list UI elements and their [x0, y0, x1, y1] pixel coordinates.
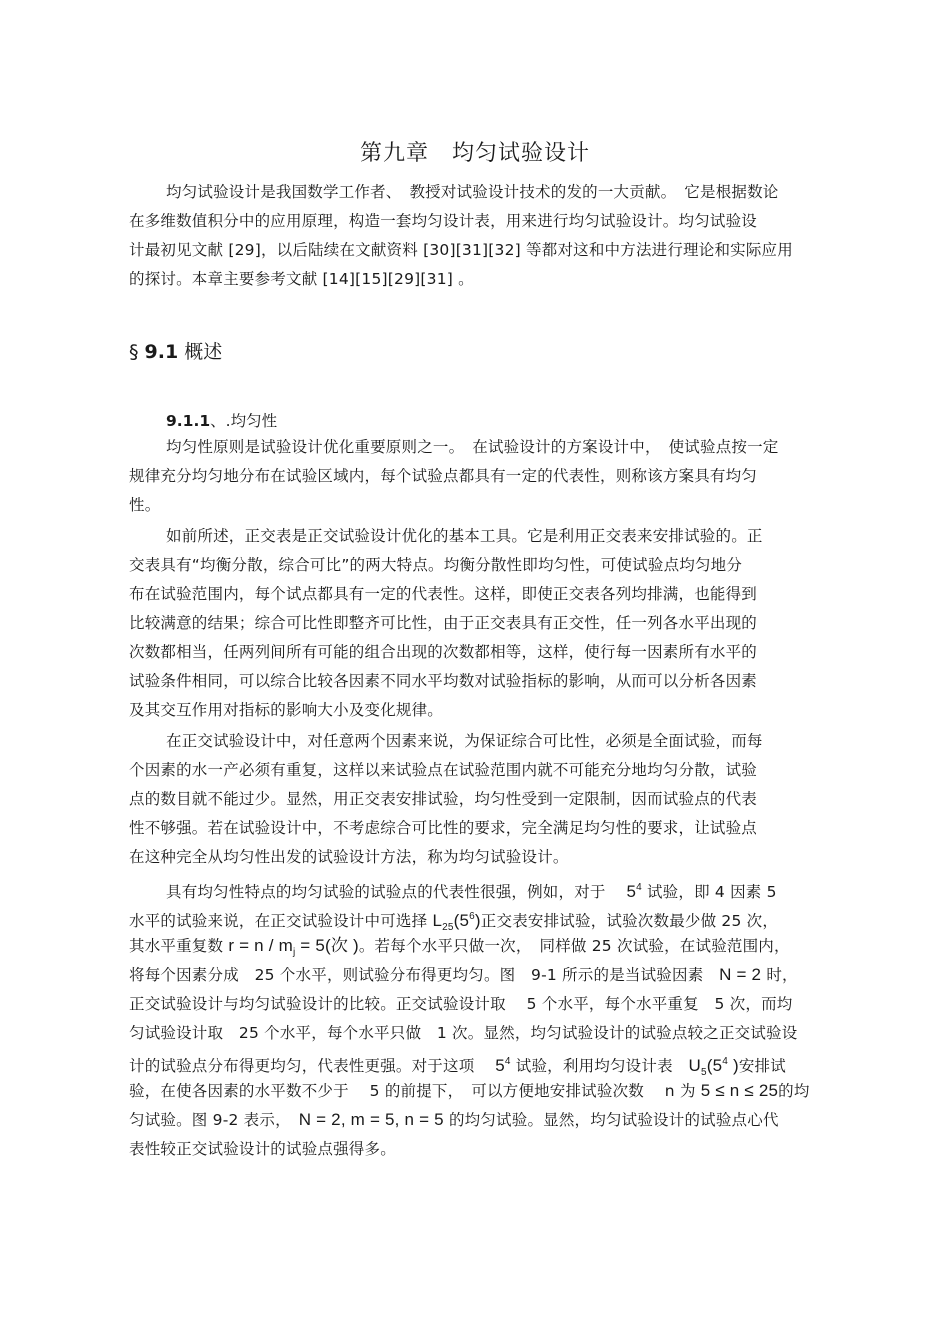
- text-run: 将每个因素分成 25 个水平，则试验分布得更均匀。图 9-1 所示的是当试验因素: [129, 966, 720, 984]
- text-run: 计的试验点分布得更均匀，代表性更强。对于这项: [129, 1057, 496, 1075]
- para2-line-4: 比较满意的结果；综合可比性即整齐可比性，由于正交表具有正交性，任一列各水平出现的: [129, 614, 758, 632]
- subsection-heading: [166, 409, 277, 431]
- para2-line-3: 布在试验范围内，每个试点都具有一定的代表性。这样，即使正交表各列均排满，也能得到: [129, 585, 758, 603]
- text-run: 试验，利用均匀设计表: [510, 1057, 689, 1075]
- math-body: r = n / m: [228, 936, 293, 955]
- para1-line-1: 均匀性原则是试验设计优化重要原则之一。 在试验设计的方案设计中， 使试验点按一定: [166, 438, 779, 456]
- para2-line-1: 如前所述，正交表是正交试验设计优化的基本工具。它是利用正交表来安排试验的。正: [166, 527, 763, 545]
- text-run: 。若每个水平只做一次， 同样做 25 次试验，在试验范围内，: [358, 937, 790, 955]
- para4-line-9: [129, 1109, 779, 1131]
- para3-line-1: 在正交试验设计中，对任意两个因素来说，为保证综合可比性，必须是全面试验，而每: [166, 732, 763, 750]
- math-symbol: U: [688, 1056, 701, 1075]
- para2-line-6: 试验条件相同，可以综合比较各因素不同水平均数对试验指标的影响，从而可以分析各因素: [129, 672, 758, 690]
- para4-line-4: [129, 964, 798, 986]
- math-base: 5: [626, 882, 637, 901]
- math-exponent: 4: [504, 1056, 511, 1067]
- para4-line-1: [166, 877, 777, 903]
- para4-line-5: 正交试验设计与均匀试验设计的比较。正交试验设计取 5 个水平，每个水平重复 5 次，而均: [129, 995, 793, 1013]
- para3-line-5: 在这种完全从均匀性出发的试验设计方法，称为均匀试验设计。: [129, 848, 569, 866]
- text-run: 验，在使各因素的水平数不少于 5 的前提下， 可以方便地安排试验次数 n 为: [129, 1082, 701, 1100]
- math-body: (5: [706, 1056, 723, 1075]
- math-factor-count: N = 2: [719, 965, 762, 984]
- text-run: 具有均匀性特点的均匀试验的试验点的代表性很强，例如，对于: [166, 883, 627, 901]
- section-title: 概述: [184, 341, 223, 363]
- para4-line-6: 匀试验设计取 25 个水平，每个水平只做 1 次。显然，均匀试验设计的试验点较之正交试验设: [129, 1024, 798, 1042]
- section-symbol: §: [129, 341, 139, 363]
- para2-line-5: 次数都相当，任两列间所有可能的组合出现的次数都相等，这样，使行每一因素所有水平的: [129, 643, 758, 661]
- para1-line-3: 性。: [129, 496, 161, 514]
- text-run: 试验，即 4 因素 5: [641, 883, 777, 901]
- para2-line-2: 交表具有“均衡分散，综合可比”的两大特点。均衡分散性即均匀性，可使试验点均匀地分: [129, 556, 743, 574]
- math-parameters: N = 2, m = 5, n = 5: [298, 1110, 444, 1129]
- para1-line-2: 规律充分均匀地分布在试验区域内，每个试验点都具有一定的代表性，则称该方案具有均匀: [129, 467, 758, 485]
- math-symbol: L: [432, 911, 443, 930]
- para3-line-4: 性不够强。若在试验设计中，不考虑综合可比性的要求，完全满足均匀性的要求，让试验点: [129, 819, 758, 837]
- math-result: = 5(次 ): [295, 936, 359, 955]
- math-uniform-table: [688, 1056, 739, 1078]
- subsection-sep: 、: [210, 412, 226, 430]
- math-5-power: [626, 882, 641, 901]
- para4-line-3: [129, 935, 790, 964]
- math-exponent: 4: [636, 882, 642, 893]
- subsection-number: 9.1.1: [166, 412, 211, 430]
- math-5-power: [495, 1056, 510, 1075]
- math-close: ): [728, 1056, 739, 1075]
- text-run: 的均匀试验。显然，均匀试验设计的试验点心代: [443, 1111, 779, 1129]
- section-number: 9.1: [144, 341, 179, 363]
- math-body: (5: [453, 911, 470, 930]
- para4-line-10: 表性较正交试验设计的试验点强得多。: [129, 1140, 396, 1158]
- math-subscript: 5: [700, 1067, 707, 1078]
- math-range: 5 ≤ n ≤ 25: [700, 1081, 779, 1100]
- math-subscript: j: [292, 947, 296, 958]
- intro-line-2: 在多维数值积分中的应用原理，构造一套均匀设计表，用来进行均匀试验设计。均匀试验设: [129, 212, 758, 230]
- text-run: 其水平重复数: [129, 937, 229, 955]
- math-orthogonal-table: [432, 911, 481, 933]
- section-heading: [129, 337, 222, 364]
- math-repeat-count: [228, 936, 359, 958]
- text-run: 正交表安排试验，试验次数最少做 25 次，: [480, 912, 779, 930]
- subsection-title: .均匀性: [225, 412, 278, 430]
- text-run: 时，: [761, 966, 798, 984]
- math-base: 5: [495, 1056, 505, 1075]
- text-run: 的均: [778, 1082, 810, 1100]
- para3-line-2: 个因素的水一产必须有重复，这样以来试验点在试验范围内就不可能充分地均匀分散，试验: [129, 761, 758, 779]
- text-run: 水平的试验来说，在正交试验设计中可选择: [129, 912, 433, 930]
- text-run: 安排试: [738, 1057, 786, 1075]
- intro-line-3: 计最初见文献 [29]，以后陆续在文献资料 [30][31][32] 等都对这和中方法进行理论和实际应用: [129, 241, 793, 259]
- math-exponent: 6: [469, 911, 475, 922]
- text-run: 匀试验。图 9-2 表示，: [129, 1111, 299, 1129]
- para3-line-3: 点的数目就不能过少。显然，用正交表安排试验，均匀性受到一定限制，因而试验点的代表: [129, 790, 758, 808]
- math-subscript: 25: [442, 922, 454, 933]
- math-exponent: 4: [722, 1056, 729, 1067]
- chapter-title: 第九章 均匀试验设计: [359, 141, 590, 166]
- intro-line-1: 均匀试验设计是我国数学工作者、 教授对试验设计技术的发的一大贡献。 它是根据数论: [166, 183, 779, 201]
- intro-line-4: 的探讨。本章主要参考文献 [14][15][29][31] 。: [129, 270, 474, 288]
- math-close: ): [474, 911, 481, 930]
- para2-line-7: 及其交互作用对指标的影响大小及变化规律。: [129, 701, 444, 719]
- para4-line-8: [129, 1080, 810, 1102]
